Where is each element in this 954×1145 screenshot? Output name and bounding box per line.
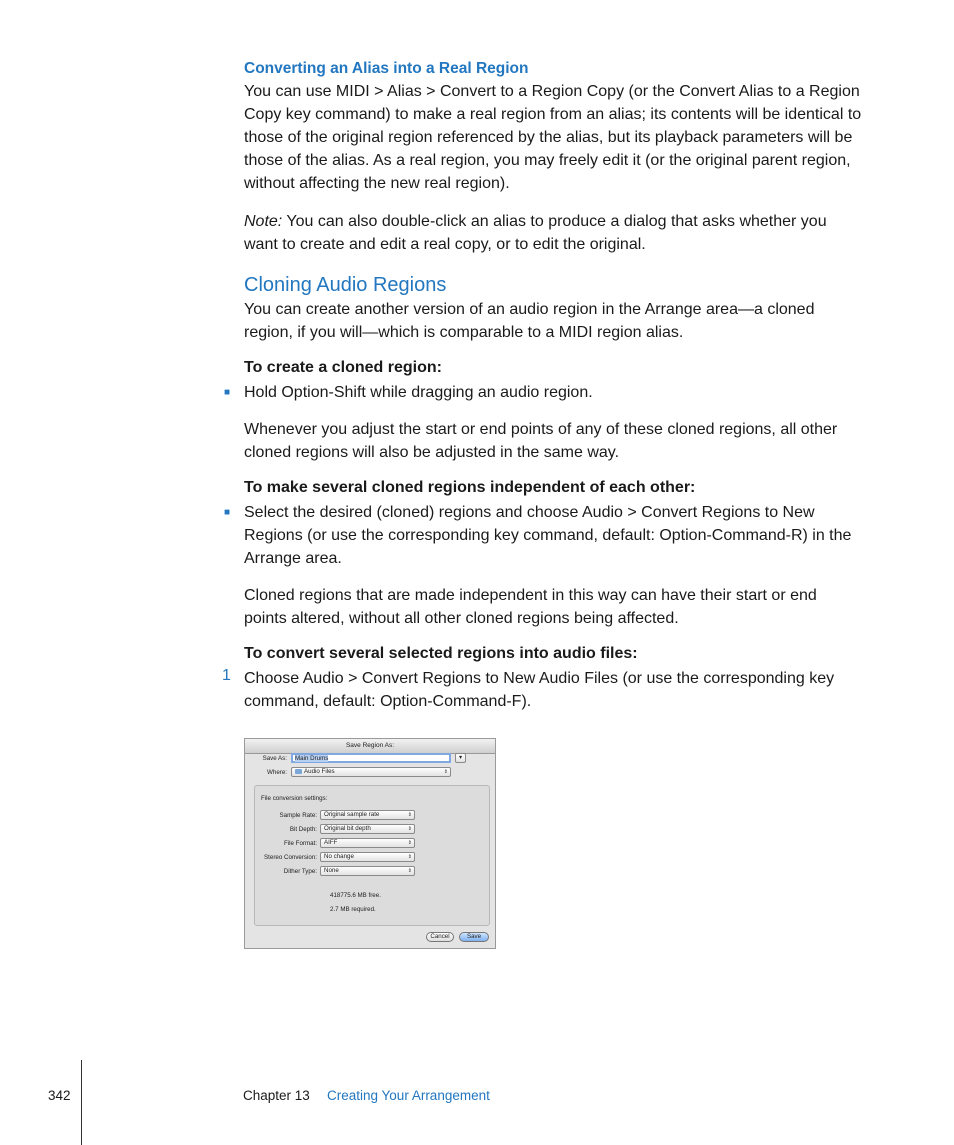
sample-rate-popup[interactable] bbox=[320, 810, 415, 820]
expand-button[interactable] bbox=[455, 753, 466, 763]
text-line: without affecting the new real region). bbox=[244, 175, 510, 192]
setting-value: Original bit depth bbox=[324, 825, 371, 832]
text-line: cloned regions will also be adjusted in the same way. bbox=[244, 444, 620, 461]
save-as-input[interactable] bbox=[291, 753, 451, 763]
task-title-create-clone: To create a cloned region: bbox=[244, 359, 442, 376]
text-line: You can create another version of an audio region in the Arrange area—a cloned bbox=[244, 301, 815, 318]
required-space-text: 2.7 MB required. bbox=[330, 906, 376, 913]
free-space-text: 418775.6 MB free. bbox=[330, 892, 381, 899]
text-line: You can use MIDI > Alias > Convert to a Region Copy (or the Convert Alias to a Region bbox=[244, 83, 860, 100]
text-line: command, default: Option-Command-F). bbox=[244, 693, 532, 710]
setting-label: Dither Type: bbox=[283, 868, 317, 875]
save-region-dialog bbox=[244, 738, 496, 949]
text-line: region, if you will—which is comparable to a MIDI region alias. bbox=[244, 324, 684, 341]
text-line: Copy key command) to make a real region from an alias; its contents will be identical to bbox=[244, 106, 862, 123]
chapter-title: Creating Your Arrangement bbox=[327, 1088, 490, 1103]
text-line: those of the original region referenced by the alias, but its playback parameters will be bbox=[244, 129, 853, 146]
setting-value: None bbox=[324, 867, 339, 874]
setting-label: Sample Rate: bbox=[279, 812, 317, 819]
where-label: Where: bbox=[267, 769, 287, 776]
setting-label: Bit Depth: bbox=[289, 826, 317, 833]
note-paragraph bbox=[244, 210, 874, 256]
task-title-make-independent: To make several cloned regions independent of each other: bbox=[244, 479, 696, 496]
paragraph-independent bbox=[244, 584, 874, 630]
paragraph-cloning-intro bbox=[244, 298, 874, 344]
task2-bullet-text bbox=[244, 501, 874, 570]
dither-type-popup[interactable] bbox=[320, 866, 415, 876]
setting-label: Stereo Conversion: bbox=[264, 854, 317, 861]
where-popup[interactable] bbox=[291, 767, 451, 777]
text-line: Regions (or use the corresponding key command, default: Option-Command-R) in the bbox=[244, 527, 852, 544]
setting-value: No change bbox=[324, 853, 354, 860]
chevron-down-icon: ▾ bbox=[458, 754, 463, 761]
text-line: Cloned regions that are made independent in this way can have their start or end bbox=[244, 587, 817, 604]
note-text: You can also double-click an alias to produce a dialog that asks whether you bbox=[282, 213, 827, 230]
text-line bbox=[244, 210, 874, 233]
group-title: File conversion settings: bbox=[261, 795, 328, 802]
task1-bullet-text: Hold Option-Shift while dragging an audio region. bbox=[244, 384, 593, 401]
bullet-square-icon: ■ bbox=[224, 387, 231, 398]
step-number: 1 bbox=[222, 667, 231, 684]
task3-step-text bbox=[244, 667, 874, 713]
paragraph-clone-adjust bbox=[244, 418, 874, 464]
bullet-square-icon: ■ bbox=[224, 507, 231, 518]
popup-arrows-icon: ⇕ bbox=[407, 812, 412, 818]
note-label: Note: bbox=[244, 213, 283, 230]
popup-arrows-icon: ⇕ bbox=[407, 868, 412, 874]
where-value: Audio Files bbox=[304, 768, 335, 775]
paragraph-convert-alias bbox=[244, 80, 874, 195]
text-line: points altered, without all other cloned regions being affected. bbox=[244, 610, 679, 627]
save-as-value: Main Drums bbox=[295, 755, 329, 762]
text-line: Select the desired (cloned) regions and choose Audio > Convert Regions to New bbox=[244, 504, 815, 521]
folder-icon bbox=[295, 769, 302, 774]
cancel-button[interactable]: Cancel bbox=[426, 932, 454, 942]
section-heading-convert-alias: Converting an Alias into a Real Region bbox=[244, 60, 529, 77]
text-line: those of the alias. As a real region, you may freely edit it (or the original parent region, bbox=[244, 152, 851, 169]
popup-arrows-icon: ⇕ bbox=[407, 826, 412, 832]
save-button[interactable]: Save bbox=[459, 932, 489, 942]
text-line: want to create and edit a real copy, or to edit the original. bbox=[244, 236, 646, 253]
setting-label: File Format: bbox=[283, 840, 317, 847]
text-line: Arrange area. bbox=[244, 550, 342, 567]
text-line: Whenever you adjust the start or end points of any of these cloned regions, all other bbox=[244, 421, 838, 438]
bit-depth-popup[interactable] bbox=[320, 824, 415, 834]
task-title-convert-files: To convert several selected regions into audio files: bbox=[244, 645, 638, 662]
chapter-label: Chapter 13 bbox=[243, 1088, 310, 1103]
conversion-settings-group bbox=[254, 785, 490, 926]
page-number: 342 bbox=[48, 1088, 71, 1103]
popup-arrows-icon: ⇕ bbox=[407, 854, 412, 860]
section-heading-cloning: Cloning Audio Regions bbox=[244, 274, 447, 296]
setting-value: Original sample rate bbox=[324, 811, 380, 818]
setting-value: AIFF bbox=[324, 839, 338, 846]
footer-divider bbox=[81, 1060, 82, 1145]
stereo-conversion-popup[interactable] bbox=[320, 852, 415, 862]
text-line: Choose Audio > Convert Regions to New Audio Files (or use the corresponding key bbox=[244, 670, 835, 687]
save-as-label: Save As: bbox=[262, 755, 287, 762]
popup-arrows-icon: ⇕ bbox=[407, 840, 412, 846]
file-format-popup[interactable] bbox=[320, 838, 415, 848]
dialog-title: Save Region As: bbox=[245, 739, 495, 754]
popup-arrows-icon: ⇕ bbox=[443, 769, 448, 775]
